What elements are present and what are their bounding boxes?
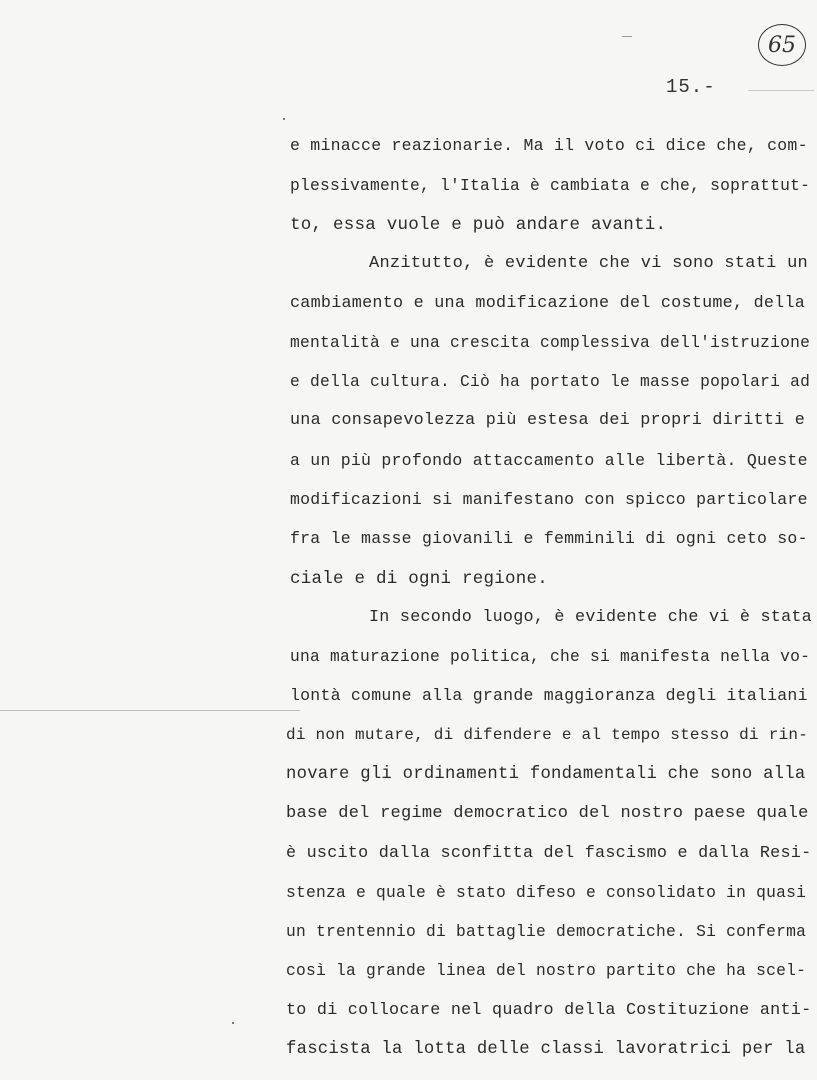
text-line: lontà comune alla grande maggioranza degli italiani <box>290 686 808 705</box>
ink-speck <box>232 1022 234 1024</box>
text-line: base del regime democratico del nostro paese quale <box>286 804 809 823</box>
header-rule <box>748 90 814 91</box>
margin-rule <box>0 710 300 711</box>
ink-dash <box>622 36 632 37</box>
text-line: stenza e quale è stato difeso e consolidato in quasi <box>286 883 807 902</box>
text-line: plessivamente, l'Italia è cambiata e che, soprattut- <box>290 176 811 195</box>
text-line: fra le masse giovanili e femminili di ogni ceto so- <box>290 529 808 548</box>
page-number: 15.- <box>666 76 716 98</box>
text-line: to, essa vuole e può andare avanti. <box>290 215 667 235</box>
text-line: di non mutare, di difendere e al tempo stesso di rin- <box>286 726 809 744</box>
archive-page-number <box>758 24 806 66</box>
text-line: Anzitutto, è evidente che vi sono stati un <box>369 254 808 273</box>
text-line: novare gli ordinamenti fondamentali che sono alla <box>286 765 806 784</box>
text-line: e minacce reazionarie. Ma il voto ci dice che, com- <box>290 136 808 155</box>
text-line: è uscito dalla sconfitta del fascismo e dalla Resi- <box>286 844 812 863</box>
text-line: un trentennio di battaglie democratiche. Si conferma <box>286 922 807 941</box>
text-line: e della cultura. Ciò ha portato le masse popolari ad <box>290 372 811 391</box>
archive-page-number-text: 65 <box>768 32 796 58</box>
text-line: In secondo luogo, è evidente che vi è stata <box>369 608 812 627</box>
text-line: modificazioni si manifestano con spicco particolare <box>290 490 808 509</box>
text-line: una consapevolezza più estesa dei propri diritti e <box>290 411 806 430</box>
text-line: fascista la lotta delle classi lavoratrici per la <box>286 1040 806 1059</box>
text-line: mentalità e una crescita complessiva dell'istruzione <box>290 333 811 352</box>
text-line: una maturazione politica, che si manifesta nella vo- <box>290 647 811 666</box>
text-line: cambiamento e una modificazione del costume, della <box>290 294 806 313</box>
text-line: così la grande linea del nostro partito che ha scel- <box>286 961 807 980</box>
text-line: to di collocare nel quadro della Costituzione anti- <box>286 1001 812 1020</box>
text-line: ciale e di ogni regione. <box>290 569 549 589</box>
text-line: a un più profondo attaccamento alle libertà. Queste <box>290 451 808 470</box>
ink-speck <box>283 118 285 120</box>
